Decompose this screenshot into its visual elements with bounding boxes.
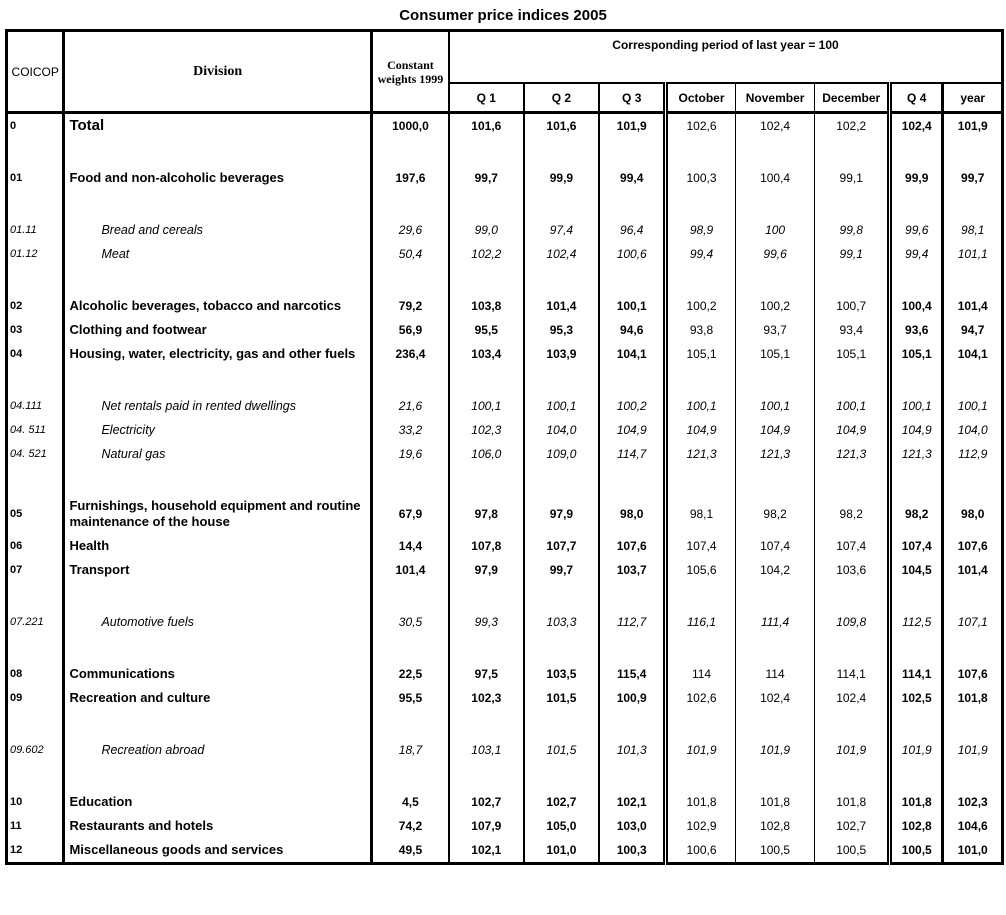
cell-november: 100,4 <box>735 138 815 190</box>
cell-q3: 94,6 <box>599 318 666 342</box>
cell-coicop-code: 04. 511 <box>10 424 46 436</box>
cell-november: 114 <box>735 634 815 686</box>
cell-weight: 1000,0 <box>371 113 449 139</box>
cell-year: 107,6 <box>943 534 1003 558</box>
table-row <box>7 318 1003 342</box>
cell-division: Total <box>64 113 371 139</box>
cell-q3: 100,6 <box>599 242 666 266</box>
cell-october: 116,1 <box>666 582 736 634</box>
cell-coicop-code: 05 <box>10 508 23 520</box>
cell-weight: 29,6 <box>371 190 449 242</box>
cell-weight: 4,5 <box>371 762 449 814</box>
table-row <box>7 710 1003 762</box>
table-row <box>7 190 1003 242</box>
cell-division: Transport <box>64 558 371 582</box>
cell-weight: 21,6 <box>371 366 449 418</box>
cell-q1: 106,0 <box>449 442 524 466</box>
cell-december: 104,9 <box>815 418 890 442</box>
cell-q4: 100,4 <box>890 266 943 318</box>
cell-coicop-code: 06 <box>10 540 23 552</box>
table-row <box>7 634 1003 686</box>
cell-q4: 101,9 <box>890 710 943 762</box>
cell-october: 105,1 <box>666 342 736 366</box>
cell-weight: 14,4 <box>371 534 449 558</box>
cell-division: Electricity <box>64 418 371 442</box>
cell-division: Bread and cereals <box>64 190 371 242</box>
cell-q3: 98,0 <box>599 466 666 534</box>
cell-division: Net rentals paid in rented dwellings <box>64 366 371 418</box>
cell-year: 94,7 <box>943 318 1003 342</box>
cell-q1: 97,5 <box>449 634 524 686</box>
cell-october: 101,9 <box>666 710 736 762</box>
cell-division: Recreation and culture <box>64 686 371 710</box>
table-row <box>7 242 1003 266</box>
cell-coicop-code: 04.111 <box>10 400 43 412</box>
cell-coicop-code: 01 <box>10 172 23 184</box>
cell-november: 105,1 <box>735 342 815 366</box>
cell-q4: 104,9 <box>890 418 943 442</box>
cell-year: 104,0 <box>943 418 1003 442</box>
cell-october: 100,1 <box>666 366 736 418</box>
cell-year: 101,8 <box>943 686 1003 710</box>
cell-coicop-code: 09 <box>10 692 23 704</box>
cell-q1: 103,4 <box>449 342 524 366</box>
table-row <box>7 442 1003 466</box>
cell-november: 101,9 <box>735 710 815 762</box>
page-title: Consumer price indices 2005 <box>399 7 607 24</box>
cell-q1: 102,3 <box>449 686 524 710</box>
cell-coicop-code: 07 <box>10 564 23 576</box>
cell-division: Clothing and footwear <box>64 318 371 342</box>
cell-q1: 97,8 <box>449 466 524 534</box>
cell-q4: 98,2 <box>890 466 943 534</box>
cell-q1: 102,3 <box>449 418 524 442</box>
cell-q4: 101,8 <box>890 762 943 814</box>
cell-coicop-code: 08 <box>10 668 23 680</box>
header-group-label: Corresponding period of last year = 100 <box>449 31 1002 84</box>
cell-q3: 115,4 <box>599 634 666 686</box>
table-row <box>7 366 1003 418</box>
cell-year: 104,1 <box>943 342 1003 366</box>
cell-q4: 102,4 <box>890 113 943 139</box>
table-row <box>7 138 1003 190</box>
cell-division: Housing, water, electricity, gas and other fuels <box>64 342 371 366</box>
cpi-table <box>5 29 1004 865</box>
cell-october: 100,6 <box>666 838 736 864</box>
header-december: December <box>815 83 890 113</box>
cell-q2: 101,0 <box>524 838 600 864</box>
cell-weight: 95,5 <box>371 686 449 710</box>
cell-november: 100 <box>735 190 815 242</box>
table-body <box>7 113 1003 864</box>
header-division: Division <box>64 31 371 113</box>
cell-october: 121,3 <box>666 442 736 466</box>
cell-december: 102,2 <box>815 113 890 139</box>
cell-weight: 33,2 <box>371 418 449 442</box>
cell-november: 101,8 <box>735 762 815 814</box>
cell-q4: 104,5 <box>890 558 943 582</box>
cell-november: 104,9 <box>735 418 815 442</box>
cell-q4: 102,5 <box>890 686 943 710</box>
cell-october: 100,2 <box>666 266 736 318</box>
cell-weight: 236,4 <box>371 342 449 366</box>
cell-october: 100,3 <box>666 138 736 190</box>
cell-q4: 93,6 <box>890 318 943 342</box>
cell-division: Communications <box>64 634 371 686</box>
header-october: October <box>666 83 736 113</box>
cell-december: 102,4 <box>815 686 890 710</box>
cell-november: 102,4 <box>735 686 815 710</box>
table-row <box>7 266 1003 318</box>
cell-q1: 99,7 <box>449 138 524 190</box>
cell-weight: 30,5 <box>371 582 449 634</box>
cell-year: 112,9 <box>943 442 1003 466</box>
cell-year: 107,6 <box>943 634 1003 686</box>
cell-november: 102,8 <box>735 814 815 838</box>
cell-october: 102,6 <box>666 686 736 710</box>
cell-q3: 96,4 <box>599 190 666 242</box>
table-row <box>7 534 1003 558</box>
cell-year: 98,0 <box>943 466 1003 534</box>
cell-weight: 50,4 <box>371 242 449 266</box>
cell-coicop-code: 04 <box>10 348 23 360</box>
cell-december: 99,1 <box>815 138 890 190</box>
cell-november: 107,4 <box>735 534 815 558</box>
cell-q3: 103,7 <box>599 558 666 582</box>
cell-q2: 109,0 <box>524 442 600 466</box>
cell-november: 93,7 <box>735 318 815 342</box>
cell-weight: 19,6 <box>371 442 449 466</box>
cell-division: Recreation abroad <box>64 710 371 762</box>
cell-q1: 103,1 <box>449 710 524 762</box>
header-q1: Q 1 <box>449 83 524 113</box>
header-q3: Q 3 <box>599 83 666 113</box>
header-q4: Q 4 <box>890 83 943 113</box>
cell-november: 104,2 <box>735 558 815 582</box>
cell-division: Meat <box>64 242 371 266</box>
cell-division: Food and non-alcoholic beverages <box>64 138 371 190</box>
cell-december: 105,1 <box>815 342 890 366</box>
cell-december: 114,1 <box>815 634 890 686</box>
cell-q2: 101,5 <box>524 686 600 710</box>
cell-december: 102,7 <box>815 814 890 838</box>
cell-coicop-code: 04. 521 <box>10 448 47 460</box>
cell-q1: 102,2 <box>449 242 524 266</box>
header-row-groups <box>7 31 1003 84</box>
cell-coicop-code: 01.11 <box>10 224 37 236</box>
cell-december: 101,9 <box>815 710 890 762</box>
cell-q3: 103,0 <box>599 814 666 838</box>
cell-october: 114 <box>666 634 736 686</box>
cell-october: 99,4 <box>666 242 736 266</box>
cell-q4: 99,9 <box>890 138 943 190</box>
table-row <box>7 814 1003 838</box>
cell-december: 103,6 <box>815 558 890 582</box>
cell-q1: 103,8 <box>449 266 524 318</box>
cell-q4: 105,1 <box>890 342 943 366</box>
cell-november: 99,6 <box>735 242 815 266</box>
cell-q2: 101,6 <box>524 113 600 139</box>
cell-december: 99,8 <box>815 190 890 242</box>
cell-november: 100,1 <box>735 366 815 418</box>
header-coicop: COICOP <box>7 31 64 113</box>
cell-october: 104,9 <box>666 418 736 442</box>
table-row <box>7 113 1003 139</box>
cell-year: 101,4 <box>943 558 1003 582</box>
cell-division: Health <box>64 534 371 558</box>
cell-december: 99,1 <box>815 242 890 266</box>
cell-weight: 101,4 <box>371 558 449 582</box>
table-row <box>7 418 1003 442</box>
cell-weight: 197,6 <box>371 138 449 190</box>
cell-weight: 79,2 <box>371 266 449 318</box>
cell-q2: 105,0 <box>524 814 600 838</box>
cell-q1: 107,8 <box>449 534 524 558</box>
table-row <box>7 558 1003 582</box>
cell-q2: 97,4 <box>524 190 600 242</box>
cell-weight: 22,5 <box>371 634 449 686</box>
cell-q2: 95,3 <box>524 318 600 342</box>
cell-division: Restaurants and hotels <box>64 814 371 838</box>
cell-division: Automotive fuels <box>64 582 371 634</box>
cell-q3: 101,9 <box>599 113 666 139</box>
cell-q4: 102,8 <box>890 814 943 838</box>
table-row <box>7 342 1003 366</box>
cell-q2: 101,5 <box>524 710 600 762</box>
cell-coicop-code: 10 <box>10 796 23 808</box>
cell-year: 104,6 <box>943 814 1003 838</box>
cell-december: 93,4 <box>815 318 890 342</box>
cell-coicop-code: 01.12 <box>10 248 38 260</box>
cell-coicop-code: 02 <box>10 300 23 312</box>
table-header <box>7 31 1003 113</box>
cell-weight: 67,9 <box>371 466 449 534</box>
header-weights: Constant weights 1999 <box>371 31 449 113</box>
cell-q3: 107,6 <box>599 534 666 558</box>
cell-coicop-code: 11 <box>10 820 22 832</box>
cell-q3: 100,2 <box>599 366 666 418</box>
cell-q2: 103,3 <box>524 582 600 634</box>
cell-q1: 95,5 <box>449 318 524 342</box>
cell-october: 98,1 <box>666 466 736 534</box>
header-november: November <box>735 83 815 113</box>
cell-november: 100,5 <box>735 838 815 864</box>
cell-november: 98,2 <box>735 466 815 534</box>
table-row <box>7 762 1003 814</box>
cell-q3: 102,1 <box>599 762 666 814</box>
cell-q4: 107,4 <box>890 534 943 558</box>
cell-year: 107,1 <box>943 582 1003 634</box>
cell-year: 101,1 <box>943 242 1003 266</box>
cell-december: 107,4 <box>815 534 890 558</box>
cell-q3: 100,3 <box>599 838 666 864</box>
cell-coicop-code: 12 <box>10 844 23 856</box>
cell-weight: 74,2 <box>371 814 449 838</box>
cell-year: 98,1 <box>943 190 1003 242</box>
cell-q4: 99,6 <box>890 190 943 242</box>
cell-year: 101,4 <box>943 266 1003 318</box>
cell-division: Furnishings, household equipment and routine maintenance of the house <box>64 466 371 534</box>
cell-december: 101,8 <box>815 762 890 814</box>
cell-q3: 104,1 <box>599 342 666 366</box>
cell-october: 93,8 <box>666 318 736 342</box>
cell-q1: 102,1 <box>449 838 524 864</box>
cell-q2: 103,5 <box>524 634 600 686</box>
cell-november: 121,3 <box>735 442 815 466</box>
cell-october: 105,6 <box>666 558 736 582</box>
cell-year: 101,9 <box>943 710 1003 762</box>
cell-october: 101,8 <box>666 762 736 814</box>
cell-division: Miscellaneous goods and services <box>64 838 371 864</box>
cell-q2: 99,7 <box>524 558 600 582</box>
table-row <box>7 838 1003 864</box>
cell-year: 101,9 <box>943 113 1003 139</box>
cell-q3: 100,9 <box>599 686 666 710</box>
cell-q2: 103,9 <box>524 342 600 366</box>
cell-coicop-code: 09.602 <box>10 744 44 756</box>
cell-q2: 100,1 <box>524 366 600 418</box>
cell-q1: 101,6 <box>449 113 524 139</box>
cell-weight: 56,9 <box>371 318 449 342</box>
cell-november: 102,4 <box>735 113 815 139</box>
cell-november: 111,4 <box>735 582 815 634</box>
cell-q3: 112,7 <box>599 582 666 634</box>
cell-q3: 99,4 <box>599 138 666 190</box>
cell-q2: 107,7 <box>524 534 600 558</box>
cell-division: Alcoholic beverages, tobacco and narcotics <box>64 266 371 318</box>
cell-october: 107,4 <box>666 534 736 558</box>
cell-december: 98,2 <box>815 466 890 534</box>
cell-weight: 18,7 <box>371 710 449 762</box>
cell-q2: 101,4 <box>524 266 600 318</box>
cell-q4: 114,1 <box>890 634 943 686</box>
table-row <box>7 466 1003 534</box>
cell-coicop-code: 03 <box>10 324 23 336</box>
table-row <box>7 686 1003 710</box>
cell-q4: 112,5 <box>890 582 943 634</box>
cell-q4: 100,5 <box>890 838 943 864</box>
cell-weight: 49,5 <box>371 838 449 864</box>
cell-q4: 121,3 <box>890 442 943 466</box>
cell-december: 121,3 <box>815 442 890 466</box>
cell-q3: 104,9 <box>599 418 666 442</box>
cell-year: 101,0 <box>943 838 1003 864</box>
cell-q1: 97,9 <box>449 558 524 582</box>
cell-october: 98,9 <box>666 190 736 242</box>
cell-q2: 97,9 <box>524 466 600 534</box>
cell-december: 100,7 <box>815 266 890 318</box>
cell-december: 109,8 <box>815 582 890 634</box>
cell-coicop-code: 0 <box>10 120 17 132</box>
cell-q3: 101,3 <box>599 710 666 762</box>
cell-december: 100,5 <box>815 838 890 864</box>
cell-division: Education <box>64 762 371 814</box>
cell-q1: 99,3 <box>449 582 524 634</box>
cell-december: 100,1 <box>815 366 890 418</box>
table-row <box>7 582 1003 634</box>
cell-q1: 100,1 <box>449 366 524 418</box>
cell-year: 100,1 <box>943 366 1003 418</box>
cell-coicop-code: 07.221 <box>10 616 44 628</box>
header-year: year <box>943 83 1003 113</box>
cell-q2: 102,7 <box>524 762 600 814</box>
cell-q1: 102,7 <box>449 762 524 814</box>
cell-q1: 107,9 <box>449 814 524 838</box>
cell-q4: 99,4 <box>890 242 943 266</box>
cell-october: 102,9 <box>666 814 736 838</box>
cell-year: 102,3 <box>943 762 1003 814</box>
cell-q2: 99,9 <box>524 138 600 190</box>
cell-q3: 114,7 <box>599 442 666 466</box>
cell-division: Natural gas <box>64 442 371 466</box>
cell-november: 100,2 <box>735 266 815 318</box>
header-q2: Q 2 <box>524 83 600 113</box>
cell-q2: 104,0 <box>524 418 600 442</box>
cell-q3: 100,1 <box>599 266 666 318</box>
cell-q2: 102,4 <box>524 242 600 266</box>
cell-q1: 99,0 <box>449 190 524 242</box>
cell-q4: 100,1 <box>890 366 943 418</box>
cell-october: 102,6 <box>666 113 736 139</box>
cell-year: 99,7 <box>943 138 1003 190</box>
